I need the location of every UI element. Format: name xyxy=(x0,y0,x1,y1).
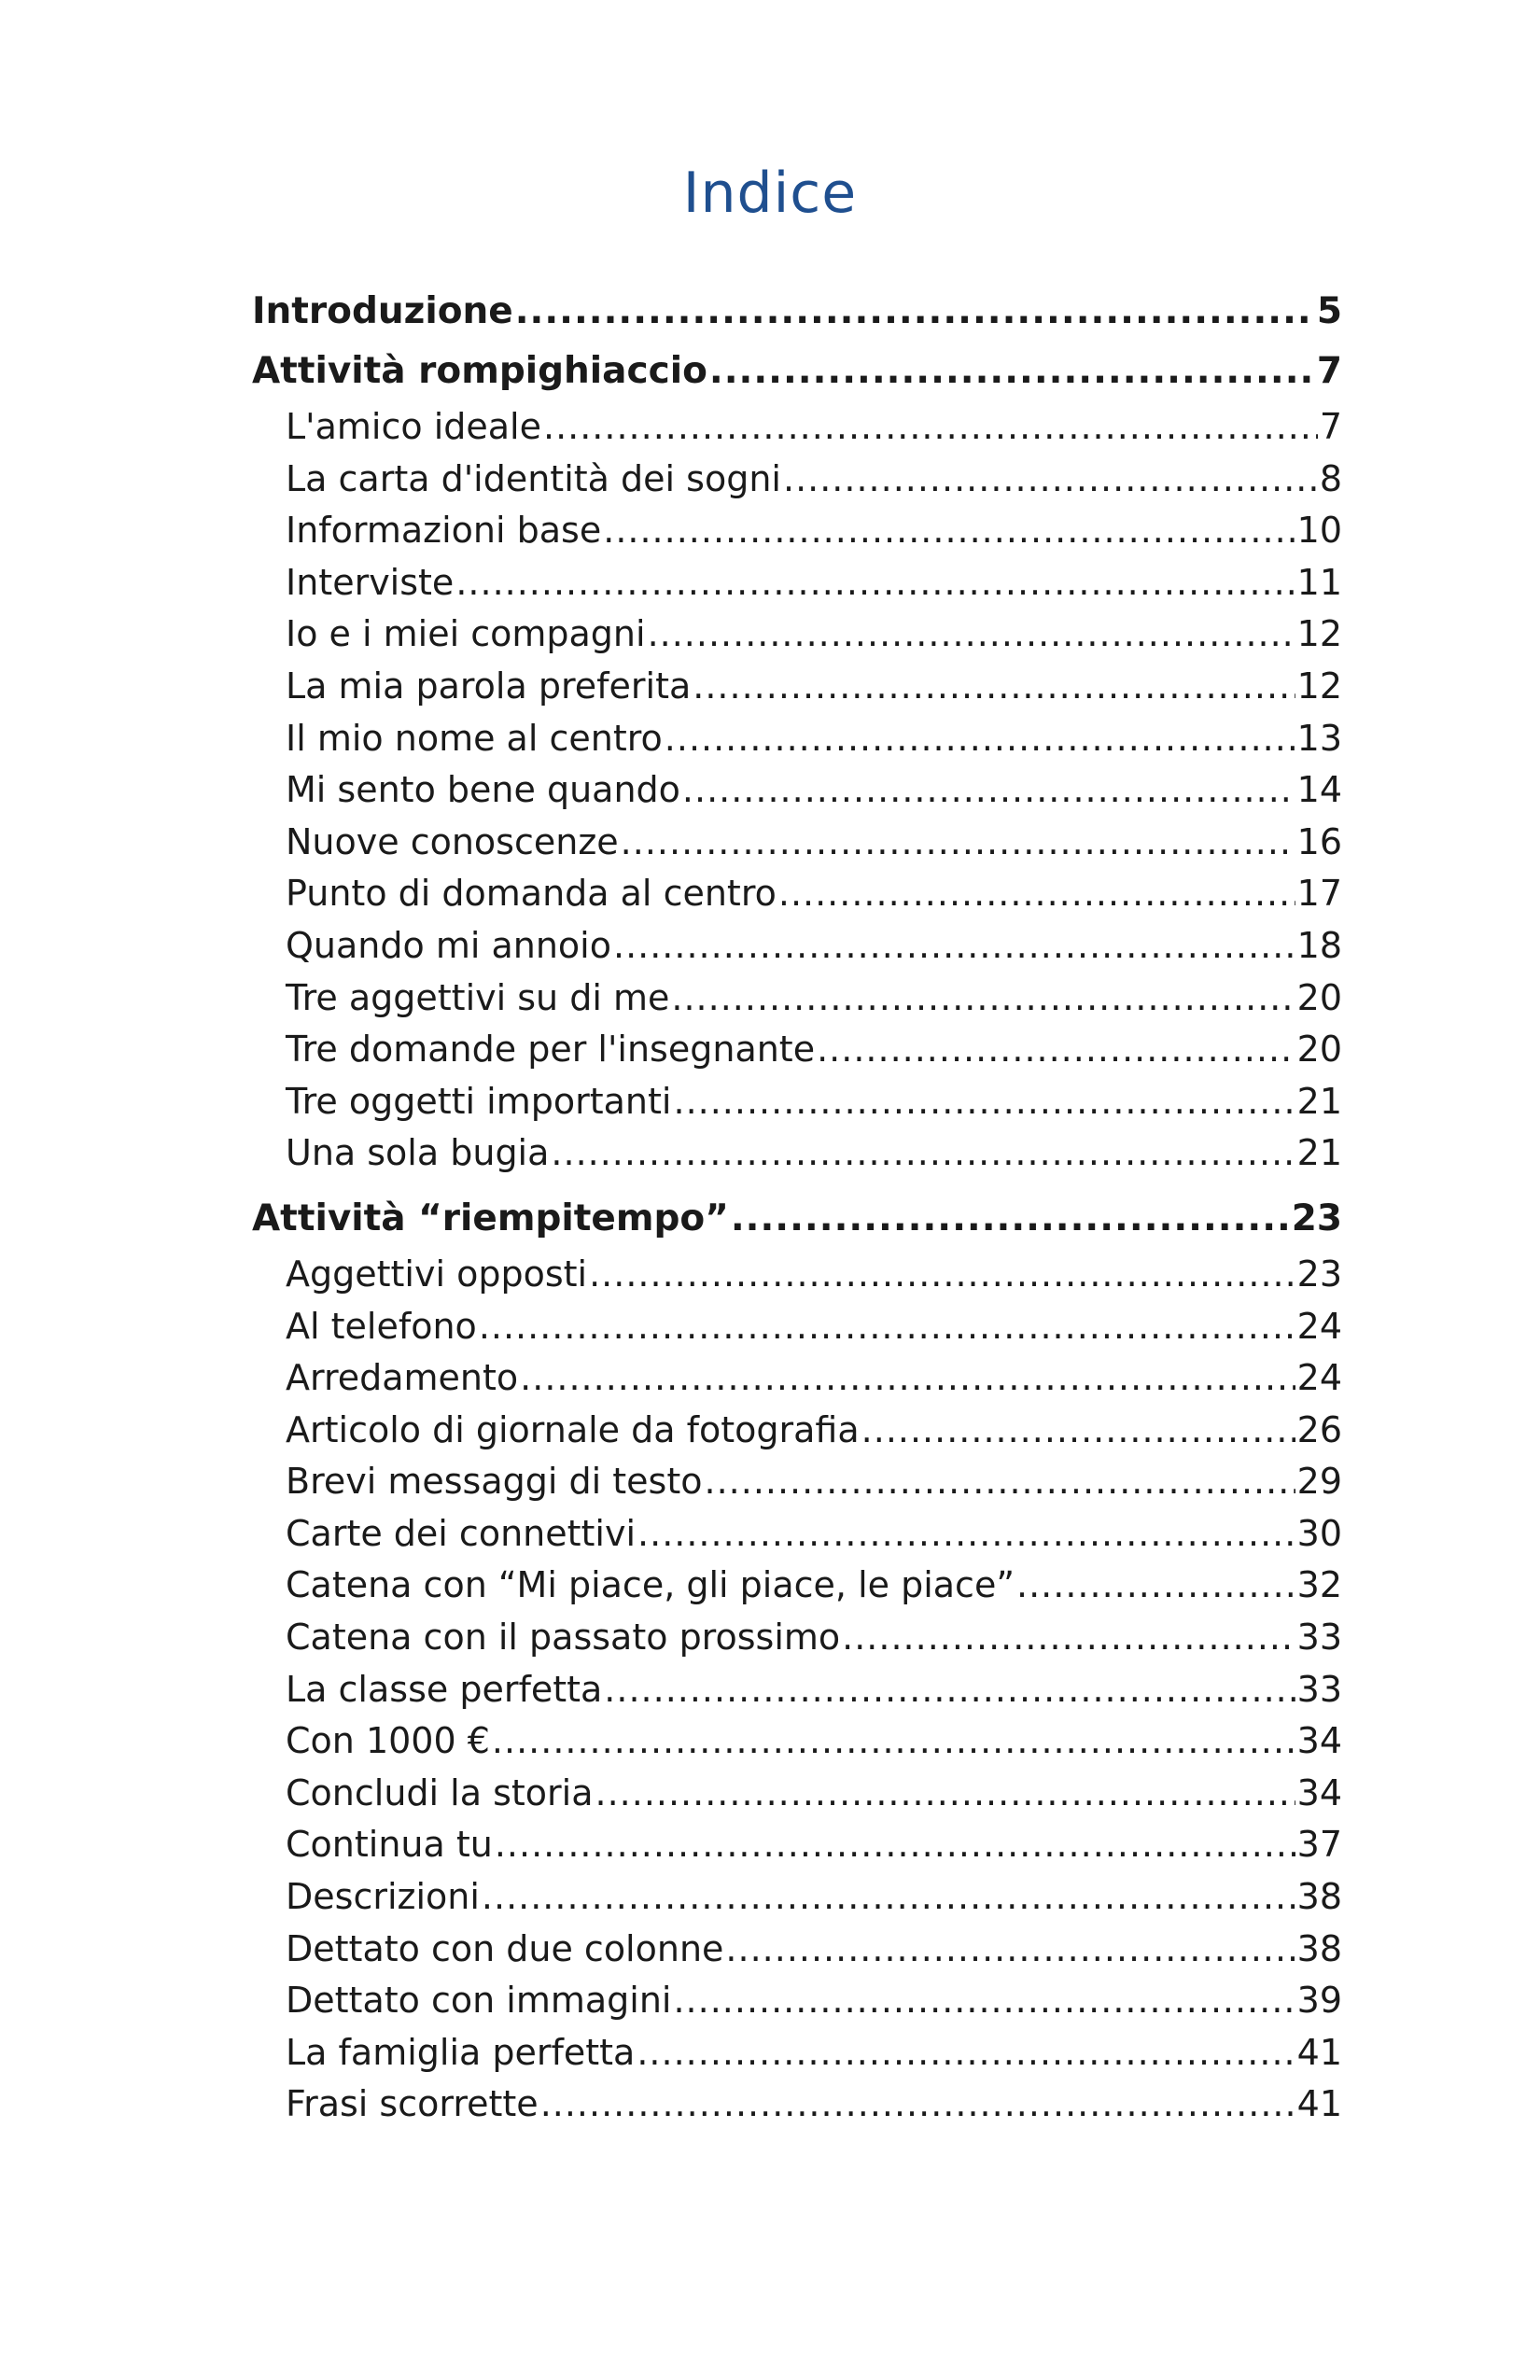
toc-entry-label: Carte dei connettivi xyxy=(286,1512,637,1554)
toc-entry[interactable] xyxy=(252,713,1342,765)
toc-entry-label: Interviste xyxy=(286,561,455,603)
toc-page-number: 18 xyxy=(1296,924,1342,966)
toc-page-number: 16 xyxy=(1296,820,1342,862)
toc-entry[interactable] xyxy=(252,920,1342,973)
toc-page-number: 41 xyxy=(1296,2083,1342,2125)
toc-entry-label: Io e i miei compagni xyxy=(286,613,646,655)
toc-page-number: 7 xyxy=(1316,350,1342,392)
toc-entry[interactable] xyxy=(252,1249,1342,1301)
toc-entry[interactable] xyxy=(252,1819,1342,1871)
toc-leader xyxy=(595,1768,1295,1820)
toc-entry[interactable] xyxy=(252,1871,1342,1924)
toc-leader xyxy=(479,1301,1295,1353)
toc-leader xyxy=(783,454,1318,506)
toc-section[interactable] xyxy=(252,1189,1342,1249)
toc-entry-label: Aggettivi opposti xyxy=(286,1253,588,1295)
toc-entry[interactable] xyxy=(252,1924,1342,1976)
toc-entry-label: La famiglia perfetta xyxy=(286,2031,636,2073)
toc-page-number: 21 xyxy=(1296,1080,1342,1122)
toc-entry-label: Catena con “Mi piace, gli piace, le piace” xyxy=(286,1564,1015,1606)
toc-page-number: 20 xyxy=(1296,976,1342,1018)
toc-entry-label: La mia parola preferita xyxy=(286,665,692,707)
toc-page-number: 34 xyxy=(1296,1771,1342,1813)
toc-entry-label: Concludi la storia xyxy=(286,1771,594,1813)
toc-leader xyxy=(671,973,1295,1025)
toc-leader xyxy=(455,557,1295,609)
toc-page-number: 33 xyxy=(1296,1668,1342,1710)
toc-entry[interactable] xyxy=(252,1076,1342,1128)
toc-leader xyxy=(621,817,1295,869)
toc-page-number: 38 xyxy=(1296,1927,1342,1969)
toc-leader xyxy=(648,609,1295,661)
toc-page-number: 30 xyxy=(1296,1512,1342,1554)
toc-page-number: 26 xyxy=(1296,1408,1342,1450)
toc-leader xyxy=(778,868,1295,920)
toc-leader xyxy=(705,1456,1295,1508)
toc-section-label: Attività rompighiaccio xyxy=(252,350,707,392)
toc-leader xyxy=(515,282,1315,342)
toc-leader xyxy=(543,401,1318,454)
toc-page-number: 17 xyxy=(1296,873,1342,915)
toc-leader xyxy=(665,713,1295,765)
toc-page-number: 41 xyxy=(1296,2031,1342,2073)
toc-page-number: 12 xyxy=(1296,665,1342,707)
toc-entry-label: La carta d'identità dei sogni xyxy=(286,457,781,499)
toc-entry-label: Tre aggettivi su di me xyxy=(286,976,670,1018)
toc-leader xyxy=(551,1127,1295,1180)
toc-entry-label: Articolo di giornale da fotografia xyxy=(286,1408,860,1450)
toc-section-label: Introduzione xyxy=(252,290,513,332)
toc-entry[interactable] xyxy=(252,1715,1342,1768)
toc-section[interactable] xyxy=(252,342,1342,401)
toc-entry[interactable] xyxy=(252,868,1342,920)
toc-leader xyxy=(613,920,1295,973)
toc-page-number: 11 xyxy=(1296,561,1342,603)
toc-entry[interactable] xyxy=(252,661,1342,713)
toc-entry-label: Catena con il passato prossimo xyxy=(286,1617,841,1659)
toc-section[interactable] xyxy=(252,282,1342,342)
toc-entry[interactable] xyxy=(252,1127,1342,1180)
toc-page-number: 38 xyxy=(1296,1876,1342,1918)
toc-entry-label: Frasi scorrette xyxy=(286,2083,539,2125)
toc-entry[interactable] xyxy=(252,454,1342,506)
toc-leader xyxy=(482,1871,1295,1924)
toc-leader xyxy=(731,1189,1290,1249)
toc-leader xyxy=(725,1924,1295,1976)
toc-page-number: 37 xyxy=(1296,1824,1342,1866)
toc-leader xyxy=(709,342,1315,401)
toc-leader xyxy=(1016,1560,1295,1612)
toc-page-number: 5 xyxy=(1316,290,1342,332)
toc-entry[interactable] xyxy=(252,764,1342,817)
toc-page-number: 7 xyxy=(1319,406,1342,447)
toc-leader xyxy=(817,1024,1295,1076)
toc-leader xyxy=(520,1352,1295,1405)
toc-entry[interactable] xyxy=(252,1405,1342,1457)
toc-entry[interactable] xyxy=(252,1975,1342,2027)
toc-page-number: 29 xyxy=(1296,1461,1342,1503)
toc-entry-label: Nuove conoscenze xyxy=(286,820,619,862)
toc-page-number: 32 xyxy=(1296,1564,1342,1606)
toc-entry-label: Informazioni base xyxy=(286,510,602,552)
toc-entry[interactable] xyxy=(252,817,1342,869)
toc-entry[interactable] xyxy=(252,1301,1342,1353)
toc-page-number: 21 xyxy=(1296,1132,1342,1174)
toc-entry-label: Una sola bugia xyxy=(286,1132,550,1174)
toc-leader xyxy=(861,1405,1295,1457)
toc-entry[interactable] xyxy=(252,1456,1342,1508)
toc-entry-label: Il mio nome al centro xyxy=(286,717,663,759)
toc-page-number: 24 xyxy=(1296,1305,1342,1347)
toc-page-number: 13 xyxy=(1296,717,1342,759)
toc-entry-label: Quando mi annoio xyxy=(286,924,611,966)
toc-entry[interactable] xyxy=(252,401,1342,454)
toc-leader xyxy=(842,1612,1295,1664)
toc-page-number: 20 xyxy=(1296,1029,1342,1071)
toc-page-number: 8 xyxy=(1319,457,1342,499)
toc-entry-label: Con 1000 € xyxy=(286,1720,490,1762)
toc-entry[interactable] xyxy=(252,1560,1342,1612)
toc-entry-label: Brevi messaggi di testo xyxy=(286,1461,703,1503)
toc-page-number: 24 xyxy=(1296,1357,1342,1399)
toc-entry-label: Punto di domanda al centro xyxy=(286,873,777,915)
toc-leader xyxy=(492,1715,1295,1768)
toc-entry[interactable] xyxy=(252,1508,1342,1561)
toc-entry-label: Continua tu xyxy=(286,1824,493,1866)
toc-leader xyxy=(682,764,1295,817)
toc-page-number: 14 xyxy=(1296,769,1342,811)
toc-leader xyxy=(673,1076,1295,1128)
toc-entry[interactable] xyxy=(252,973,1342,1025)
toc-entry-label: Dettato con due colonne xyxy=(286,1927,724,1969)
toc-leader xyxy=(637,1508,1295,1561)
toc-entry-label: La classe perfetta xyxy=(286,1668,603,1710)
toc-leader xyxy=(637,2027,1295,2079)
toc-leader xyxy=(604,1664,1295,1716)
toc-section-label: Attività “riempitempo” xyxy=(252,1197,729,1239)
toc-entry-label: Arredamento xyxy=(286,1357,519,1399)
toc-page-number: 10 xyxy=(1296,510,1342,552)
toc-leader xyxy=(495,1819,1295,1871)
toc-entry[interactable] xyxy=(252,1768,1342,1820)
toc-entry[interactable] xyxy=(252,1664,1342,1716)
toc-leader xyxy=(540,2079,1295,2131)
toc-page-number: 12 xyxy=(1296,613,1342,655)
toc-leader xyxy=(603,505,1295,557)
toc-entry[interactable] xyxy=(252,557,1342,609)
toc-entry[interactable] xyxy=(252,2027,1342,2079)
toc-leader xyxy=(693,661,1295,713)
toc-page-number: 33 xyxy=(1296,1617,1342,1659)
toc-entry[interactable] xyxy=(252,609,1342,661)
toc-entry[interactable] xyxy=(252,2079,1342,2131)
toc-entry-label: Dettato con immagini xyxy=(286,1980,672,2022)
toc-entry-label: Al telefono xyxy=(286,1305,477,1347)
toc-page-number: 39 xyxy=(1296,1980,1342,2022)
toc-page-number: 23 xyxy=(1296,1253,1342,1295)
toc-entry-label: L'amico ideale xyxy=(286,406,541,447)
toc-leader xyxy=(589,1249,1295,1301)
toc-entry-label: Tre oggetti importanti xyxy=(286,1080,672,1122)
toc-entry[interactable] xyxy=(252,1612,1342,1664)
toc-entry[interactable] xyxy=(252,1024,1342,1076)
toc-entry[interactable] xyxy=(252,505,1342,557)
table-of-contents xyxy=(252,282,1342,2131)
toc-leader xyxy=(673,1975,1295,2027)
page-title: Indice xyxy=(682,161,858,226)
toc-page-number: 23 xyxy=(1291,1197,1342,1239)
toc-entry-label: Mi sento bene quando xyxy=(286,769,680,811)
toc-entry-label: Tre domande per l'insegnante xyxy=(286,1029,816,1071)
toc-entry-label: Descrizioni xyxy=(286,1876,480,1918)
toc-page-number: 34 xyxy=(1296,1720,1342,1762)
toc-entry[interactable] xyxy=(252,1352,1342,1405)
